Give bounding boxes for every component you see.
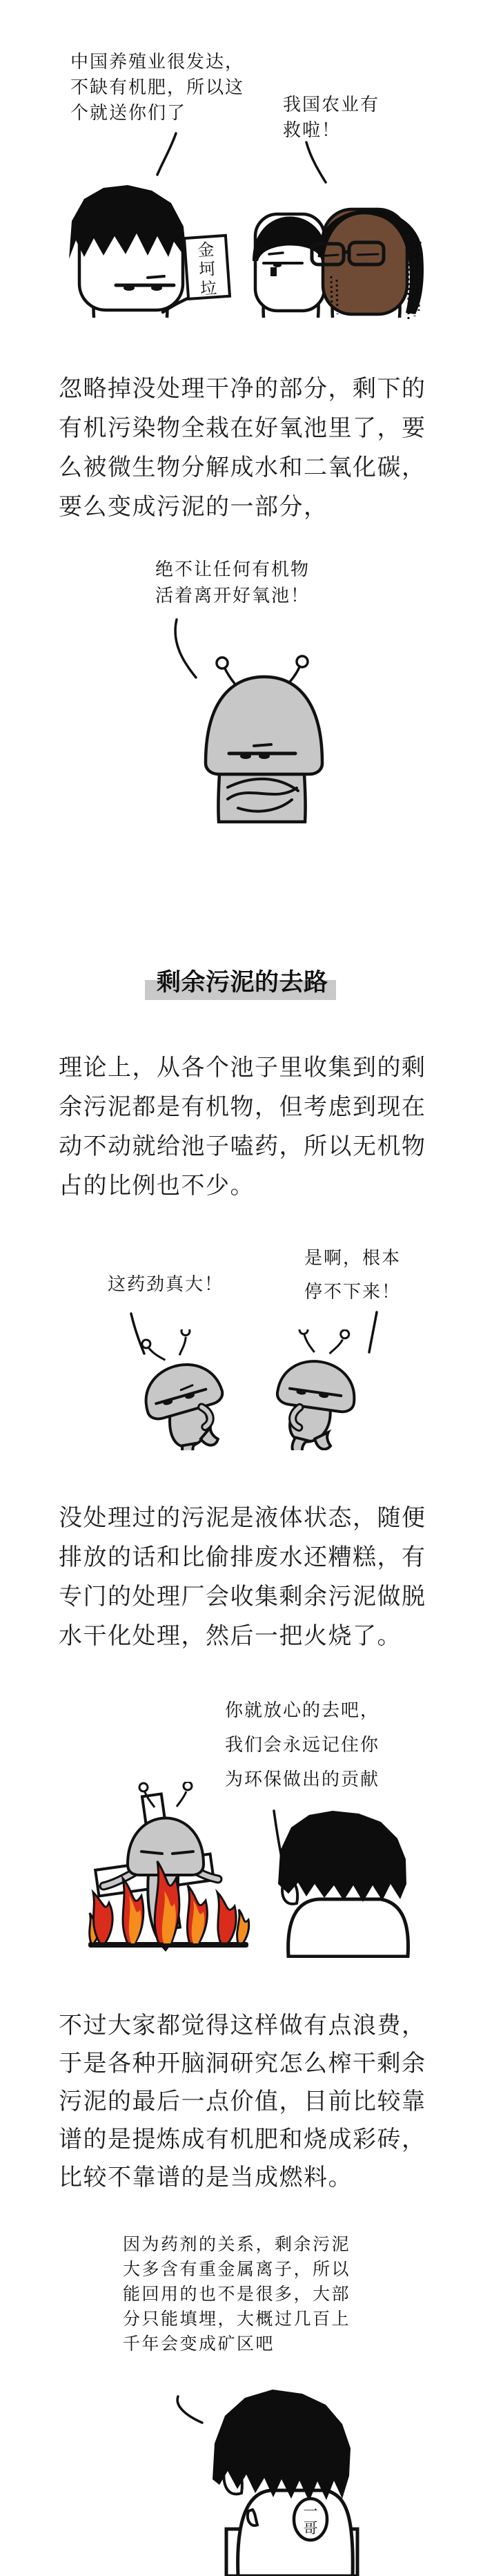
speech-bubble-agriculture-saved (283, 93, 379, 144)
narration-paragraph-4 (59, 2007, 445, 2197)
paragraph-line: 没处理过的污泥是液体状态，随便 (59, 1505, 426, 1531)
open-mouth (270, 267, 277, 276)
badge (294, 2499, 327, 2540)
speech-line: 你就放心的去吧， (225, 1700, 380, 1721)
observer-character (278, 1811, 408, 1957)
speech-line: 活着离开好氧池！ (155, 586, 310, 606)
paragraph-line: 比较不靠谱的是当成燃料。 (59, 2164, 353, 2191)
speech-line: 我国农业有 (283, 95, 380, 115)
paragraph-line: 不过大家都觉得这样做有点浪费， (59, 2012, 426, 2039)
speech-line: 中国养殖业很发达， (70, 52, 245, 73)
speech-line: 能回用的也不是很多，大部 (123, 2284, 351, 2304)
narration-paragraph-1 (59, 369, 445, 527)
paragraph-line: 排放的话和比偷排废水还糟糕，有 (59, 1544, 426, 1570)
paragraph-line: 么被微生物分解成水和二氧化碳， (59, 454, 426, 481)
sign-char: 垃 (199, 279, 218, 299)
paragraph-line: 有机污染物全栽在好氧池里了，要 (59, 415, 426, 441)
paragraph-line: 忽略掉没处理干净的部分，剩下的 (59, 376, 426, 402)
speech-line: 不缺有机肥，所以这 (70, 77, 245, 98)
speech-line: 个就送你们了 (70, 103, 187, 124)
microbe-head (206, 677, 322, 774)
paragraph-line: 污泥的最后一点价值，目前比较靠 (59, 2088, 426, 2115)
speech-line: 绝不让任何有机物 (155, 559, 310, 580)
speech-bubble-strong-drug (108, 1272, 224, 1298)
fertilizer-sign (184, 236, 230, 300)
paragraph-line: 要么变成污泥的一部分， (59, 494, 328, 520)
sign-char: 坷 (198, 260, 217, 280)
speech-bubble-aerobic (155, 557, 310, 609)
paragraph-line: 专门的处理厂会收集剩余污泥做脱 (59, 1584, 426, 1610)
lounging-microbe-right (269, 1329, 364, 1450)
badge-char: 哥 (303, 2521, 318, 2537)
paragraph-line: 动不动就给池子嗑药，所以无机物 (59, 1133, 426, 1160)
lounging-microbe-left (128, 1329, 239, 1450)
paragraph-line: 谱的是提炼成有机肥和烧成彩砖， (59, 2126, 426, 2153)
speech-line: 这药劲真大！ (108, 1274, 224, 1295)
speech-line: 我们会永远记住你 (225, 1735, 380, 1756)
paragraph-line: 占的比例也不少。 (59, 1173, 255, 1199)
speech-bubble-heavy-metals (123, 2232, 351, 2356)
speech-bubble-cant-stop (304, 1242, 401, 1309)
narration-paragraph-2 (59, 1048, 445, 1206)
speech-line: 大多含有重金属离子，所以 (123, 2259, 351, 2279)
section-title: 剩余污泥的去路 (157, 969, 328, 996)
paragraph-line: 于是各种开脑洞研究怎么榨干剩余 (59, 2050, 426, 2077)
microbe-character-standing (97, 639, 373, 825)
speech-tail-icon (148, 130, 183, 178)
badge-char: 一 (303, 2503, 318, 2519)
section-header (145, 963, 338, 1001)
paragraph-line: 水干化处理，然后一把火烧了。 (59, 1623, 402, 1649)
scene-incineration (69, 1782, 414, 1958)
torso-back (238, 2490, 353, 2576)
speech-line: 为环保做出的贡献 (225, 1769, 380, 1790)
speech-line: 分只能填埋，大概过几百上 (123, 2309, 351, 2329)
sign-char: 金 (197, 240, 215, 260)
paragraph-line: 理论上，从各个池子里收集到的剩 (59, 1055, 426, 1081)
yige-character (166, 2376, 379, 2576)
narration-paragraph-3 (59, 1499, 445, 1656)
speech-bubble-gift (70, 50, 244, 126)
spiky-hair (69, 185, 186, 259)
braided-glasses-character (312, 209, 424, 319)
speech-line: 千年会变成矿区吧 (123, 2334, 275, 2354)
farmer-character (69, 185, 193, 318)
speech-line: 停不下来！ (304, 1282, 402, 1303)
scene-lounging-microbes (97, 1329, 393, 1450)
speech-line: 因为药剂的关系，剩余污泥 (123, 2234, 351, 2254)
paragraph-line: 余污泥都是有机物，但考虑到现在 (59, 1094, 426, 1120)
speech-line: 是啊，根本 (304, 1248, 402, 1269)
scene-gift-characters (0, 173, 483, 319)
speech-line: 救啦！ (283, 120, 342, 141)
